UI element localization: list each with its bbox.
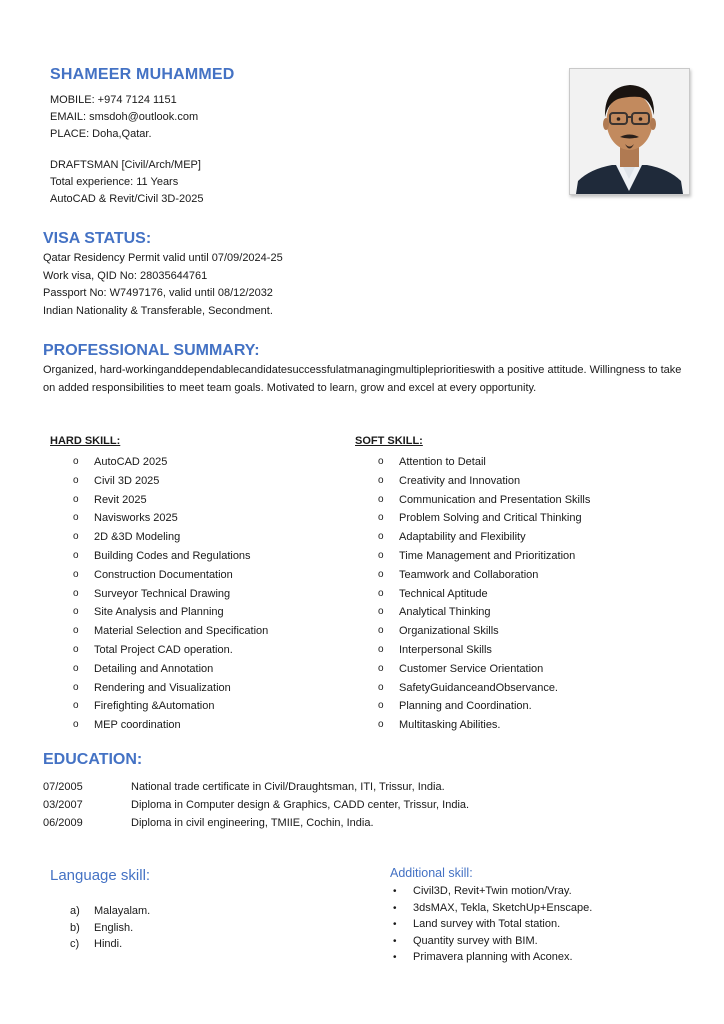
education-detail: Diploma in Computer design & Graphics, CADD center, Trissur, India. xyxy=(131,799,470,811)
language-name: English. xyxy=(94,921,134,934)
visa-line: Passport No: W7497176, valid until 08/12/2032 xyxy=(43,287,273,299)
soft-skill-item: o Organizational Skills xyxy=(378,622,590,641)
education-detail: National trade certificate in Civil/Draughtsman, ITI, Trissur, India. xyxy=(131,781,445,793)
hard-skill-item: o Navisworks 2025 xyxy=(73,509,268,528)
bullet-icon: • xyxy=(393,952,397,964)
visa-line: Indian Nationality & Transferable, Secondment. xyxy=(43,304,273,317)
education-date: 06/2009 xyxy=(43,817,83,829)
education-date: 03/2007 xyxy=(43,799,83,811)
profile-photo xyxy=(569,68,690,195)
hard-skill-item: o Rendering and Visualization xyxy=(73,679,268,698)
hard-skill-item: o MEP coordination xyxy=(73,716,268,735)
hard-skill-item: o Detailing and Annotation xyxy=(73,660,268,679)
soft-skill-item: o Teamwork and Collaboration xyxy=(378,566,590,585)
list-marker: c) xyxy=(70,938,80,950)
education-table xyxy=(43,778,469,832)
visa-status-heading: VISA STATUS: xyxy=(43,230,152,247)
hard-skill-item: o Site Analysis and Planning xyxy=(73,603,268,622)
additional-skill-list xyxy=(393,883,592,966)
education-row xyxy=(43,778,469,796)
visa-line: Qatar Residency Permit valid until 07/09/2024-25 xyxy=(43,252,283,264)
additional-skill-item xyxy=(393,933,592,950)
professional-summary-text: Organized, hard-workinganddependablecandidatesuccessfulatmanagingmultipleprioritieswith a positive attitude. Willingness to take on added responsibilities to meet team goals. Motivated to learn, grow and excel at every opportunity. xyxy=(43,364,682,394)
experience-line: Total experience: 11 Years xyxy=(50,176,179,188)
hard-skill-item: o AutoCAD 2025 xyxy=(73,453,268,472)
place-line: PLACE: Doha,Qatar. xyxy=(50,128,152,140)
contact-block xyxy=(50,92,203,208)
bullet-icon: • xyxy=(393,886,397,897)
visa-line: Work visa, QID No: 28035644761 xyxy=(43,269,208,282)
soft-skill-heading: SOFT SKILL: xyxy=(355,435,423,447)
visa-status-block xyxy=(43,250,283,320)
additional-skill-heading: Additional skill: xyxy=(390,866,473,880)
hard-skill-item: o Total Project CAD operation. xyxy=(73,641,268,660)
list-marker: a) xyxy=(70,905,80,917)
education-heading: EDUCATION: xyxy=(43,751,143,768)
bullet-icon: • xyxy=(393,919,397,931)
additional-skill-item xyxy=(393,900,592,917)
email-line: EMAIL: smsdoh@outlook.com xyxy=(50,111,199,123)
hard-skill-item: o Construction Documentation xyxy=(73,566,268,585)
language-item xyxy=(70,903,150,920)
tools-line: AutoCAD & Revit/Civil 3D-2025 xyxy=(50,193,204,205)
soft-skill-item: o Problem Solving and Critical Thinking xyxy=(378,509,590,528)
soft-skill-item: o Interpersonal Skills xyxy=(378,641,590,660)
hard-skill-list xyxy=(73,453,268,735)
additional-skill-text: Civil3D, Revit+Twin motion/Vray. xyxy=(413,885,572,897)
soft-skill-item: o Communication and Presentation Skills xyxy=(378,491,590,510)
education-detail: Diploma in civil engineering, TMIIE, Cochin, India. xyxy=(131,817,374,829)
education-date: 07/2005 xyxy=(43,781,83,793)
language-item xyxy=(70,920,150,937)
soft-skill-item: o Multitasking Abilities. xyxy=(378,716,590,735)
language-list xyxy=(70,903,150,953)
soft-skill-item: o Planning and Coordination. xyxy=(378,697,590,716)
candidate-name: SHAMEER MUHAMMED xyxy=(50,66,235,83)
additional-skill-item xyxy=(393,883,592,900)
hard-skill-item: o Revit 2025 xyxy=(73,491,268,510)
additional-skill-text: Quantity survey with BIM. xyxy=(413,934,538,947)
language-item xyxy=(70,936,150,953)
language-name: Hindi. xyxy=(94,938,123,950)
language-name: Malayalam. xyxy=(94,905,151,917)
additional-skill-text: 3dsMAX, Tekla, SketchUp+Enscape. xyxy=(413,901,593,914)
mobile-line: MOBILE: +974 7124 1151 xyxy=(50,94,177,106)
person-portrait-icon xyxy=(570,69,689,194)
hard-skill-item: o Civil 3D 2025 xyxy=(73,472,268,491)
role-line: DRAFTSMAN [Civil/Arch/MEP] xyxy=(50,159,201,171)
education-row xyxy=(43,814,469,832)
soft-skill-item: o Analytical Thinking xyxy=(378,603,590,622)
hard-skill-heading: HARD SKILL: xyxy=(50,435,121,447)
education-row xyxy=(43,796,469,814)
soft-skill-item: o Creativity and Innovation xyxy=(378,472,590,491)
professional-summary-heading: PROFESSIONAL SUMMARY: xyxy=(43,342,260,359)
soft-skill-item: o Technical Aptitude xyxy=(378,585,590,604)
hard-skill-item: o Surveyor Technical Drawing xyxy=(73,585,268,604)
soft-skill-item: o Attention to Detail xyxy=(378,453,590,472)
bullet-icon: • xyxy=(393,902,397,914)
hard-skill-item: o Material Selection and Specification xyxy=(73,622,268,641)
soft-skill-item: o Customer Service Orientation xyxy=(378,660,590,679)
additional-skill-item xyxy=(393,949,592,966)
soft-skill-item: o SafetyGuidanceandObservance. xyxy=(378,679,590,698)
language-skill-heading: Language skill: xyxy=(50,867,151,884)
additional-skill-item xyxy=(393,916,592,933)
soft-skill-item: o Adaptability and Flexibility xyxy=(378,528,590,547)
additional-skill-text: Primavera planning with Aconex. xyxy=(413,951,573,964)
bullet-icon: • xyxy=(393,935,397,947)
list-marker: b) xyxy=(70,921,80,934)
soft-skill-list xyxy=(378,453,590,735)
additional-skill-text: Land survey with Total station. xyxy=(413,918,561,931)
hard-skill-item: o 2D &3D Modeling xyxy=(73,528,268,547)
soft-skill-item: o Time Management and Prioritization xyxy=(378,547,590,566)
hard-skill-item: o Building Codes and Regulations xyxy=(73,547,268,566)
hard-skill-item: o Firefighting &Automation xyxy=(73,697,268,716)
